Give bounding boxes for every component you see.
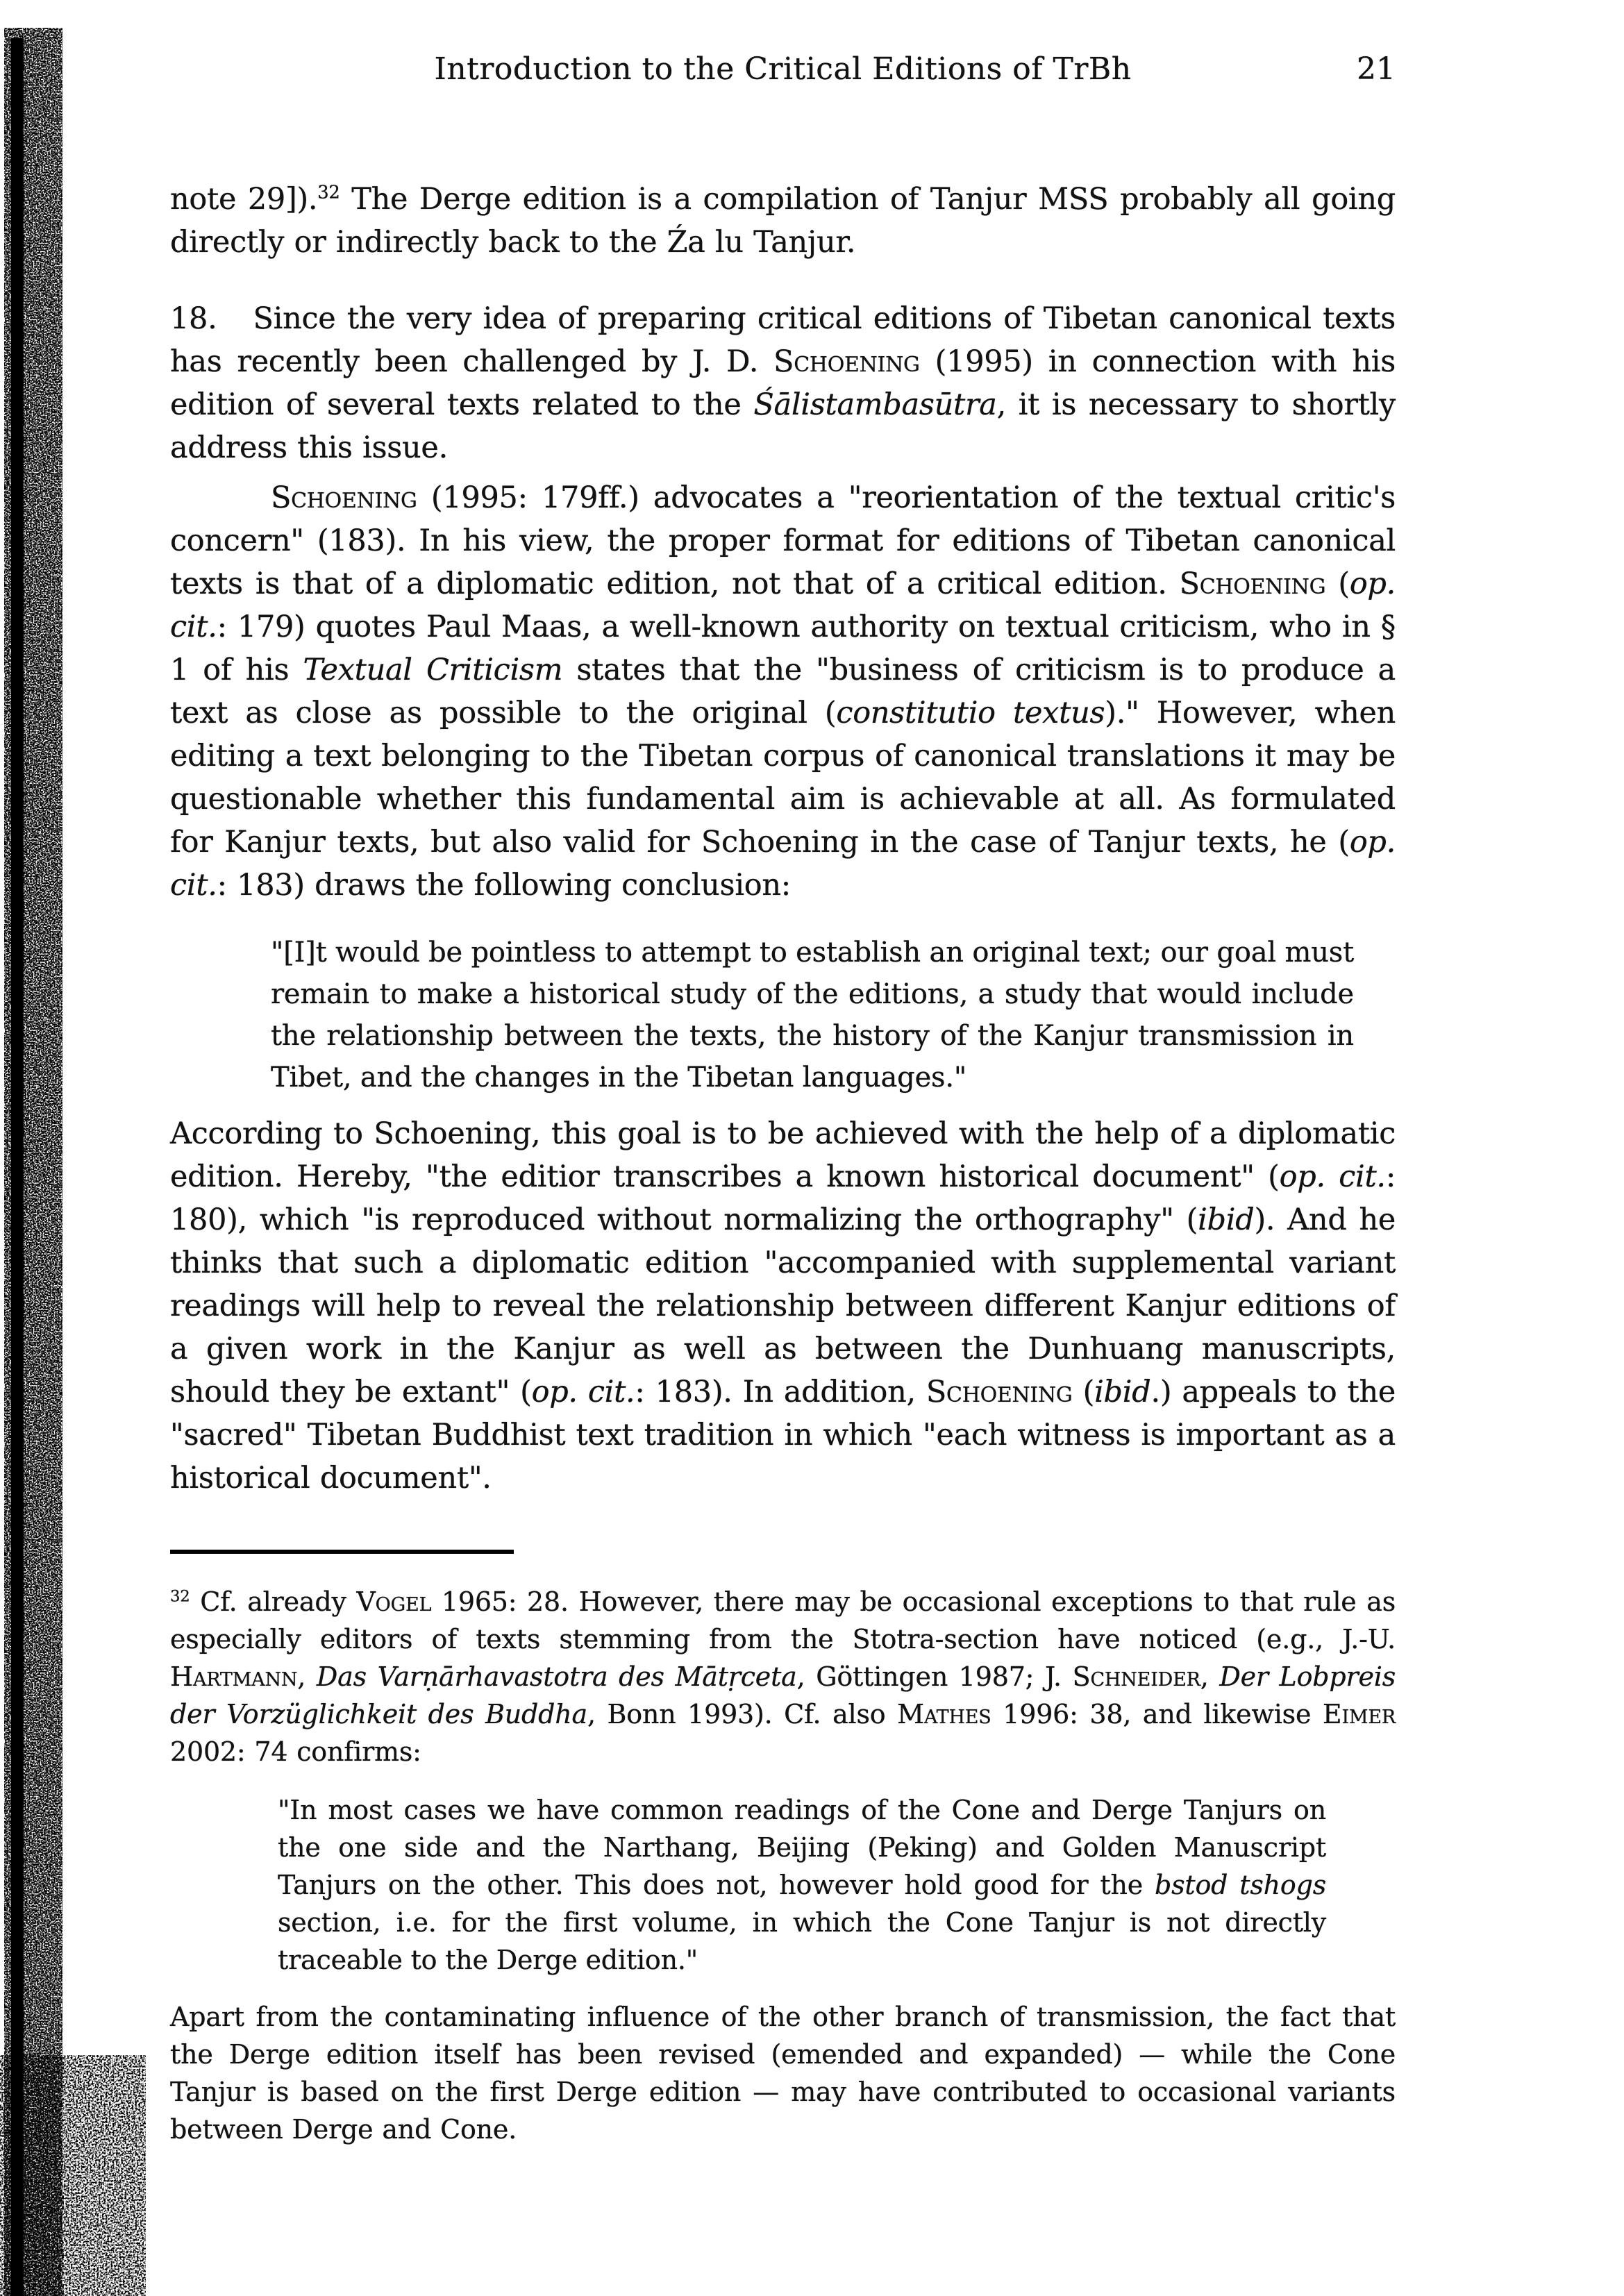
paragraph-continuation: note 29]).$^{32}$ The Derge edition is a compilation of Tanjur MSS probably all going directly or indirectly back to the Źa lu Tanjur. bbox=[170, 182, 1396, 260]
footnote-quote-eimer: "In most cases we have common readings of the Cone and Derge Tanjurs on the one side and the Narthang, Beijing (Peking) and Golden Manuscript Tanjurs on the other. This does not, however hold good for the bstod tshogs section, i.e. for the first volume, in which the Cone Tanjur is not directly traceable to the Derge edition." bbox=[278, 1795, 1326, 1975]
scan-edge-artifact bbox=[0, 0, 153, 2296]
footnote-separator bbox=[170, 1550, 514, 1554]
footnote-section bbox=[170, 1583, 1396, 2148]
running-title: Introduction to the Critical Editions of TrBh bbox=[434, 51, 1132, 87]
footnote-closing: Apart from the contaminating influence of the other branch of transmission, the fact that the Derge edition itself has been revised (emended and expanded) — while the Cone Tanjur is based on the first Derge edition — may have contributed to occasional variants between Derge and Cone. bbox=[170, 2002, 1396, 2145]
page-body bbox=[170, 178, 1396, 1500]
paragraph-according: According to Schoening, this goal is to be achieved with the help of a diplomatic edition. Hereby, "the editior transcribes a known historical document" (op. cit.: 180), which "is reproduced without normalizing the orthography" (ibid). And he thinks that such a diplomatic edition "accompanied with supplemental variant readings will help to reveal the relationship between different Kanjur editions of a given work in the Kanjur as well as between the Dunhuang manuscripts, should they be extant" (op. cit.: 183). In addition, Schoening (ibid.) appeals to the "sacred" Tibetan Buddhist text tradition in which "each witness is important as a historical document". bbox=[170, 1116, 1396, 1495]
footnote-32: $^{32}$ Cf. already Vogel 1965: 28. However, there may be occasional exceptions to that rule as especially editors of texts stemming from the Stotra-section have noticed (e.g., J.-U. Hartmann, Das Varṇārhavastotra des Mātṛceta, Göttingen 1987; J. Schneider, Der Lobpreis der Vorzüglichkeit des Buddha, Bonn 1993). Cf. also Mathes 1996: 38, and likewise Eimer 2002: 74 confirms: bbox=[170, 1586, 1396, 1767]
page-number: 21 bbox=[1357, 51, 1396, 87]
block-quote-schoening: "[I]t would be pointless to attempt to establish an original text; our goal must remain to make a historical study of the editions, a study that would include the relationship between the texts, the history of the Kanjur transmission in Tibet, and the changes in the Tibetan languages." bbox=[271, 937, 1354, 1093]
paragraph-section-18: 18. Since the very idea of preparing critical editions of Tibetan canonical texts has recently been challenged by J. D. Schoening (1995) in connection with his edition of several texts related to the Śālistambasūtra, it is necessary to shortly address this issue. bbox=[170, 301, 1396, 465]
page-header bbox=[170, 51, 1396, 94]
text-block bbox=[170, 0, 1396, 2148]
paragraph-schoening-discussion: Schoening (1995: 179ff.) advocates a "reorientation of the textual critic's concern" (183). In his view, the proper format for editions of Tibetan canonical texts is that of a diplomatic edition, not that of a critical edition. Schoening (op. cit.: 179) quotes Paul Maas, a well-known authority on textual criticism, who in § 1 of his Textual Criticism states that the "business of criticism is to produce a text as close as possible to the original (constitutio textus)." However, when editing a text belonging to the Tibetan corpus of canonical translations it may be questionable whether this fundamental aim is achievable at all. As formulated for Kanjur texts, but also valid for Schoening in the case of Tanjur texts, he (op. cit.: 183) draws the following conclusion: bbox=[170, 480, 1396, 903]
